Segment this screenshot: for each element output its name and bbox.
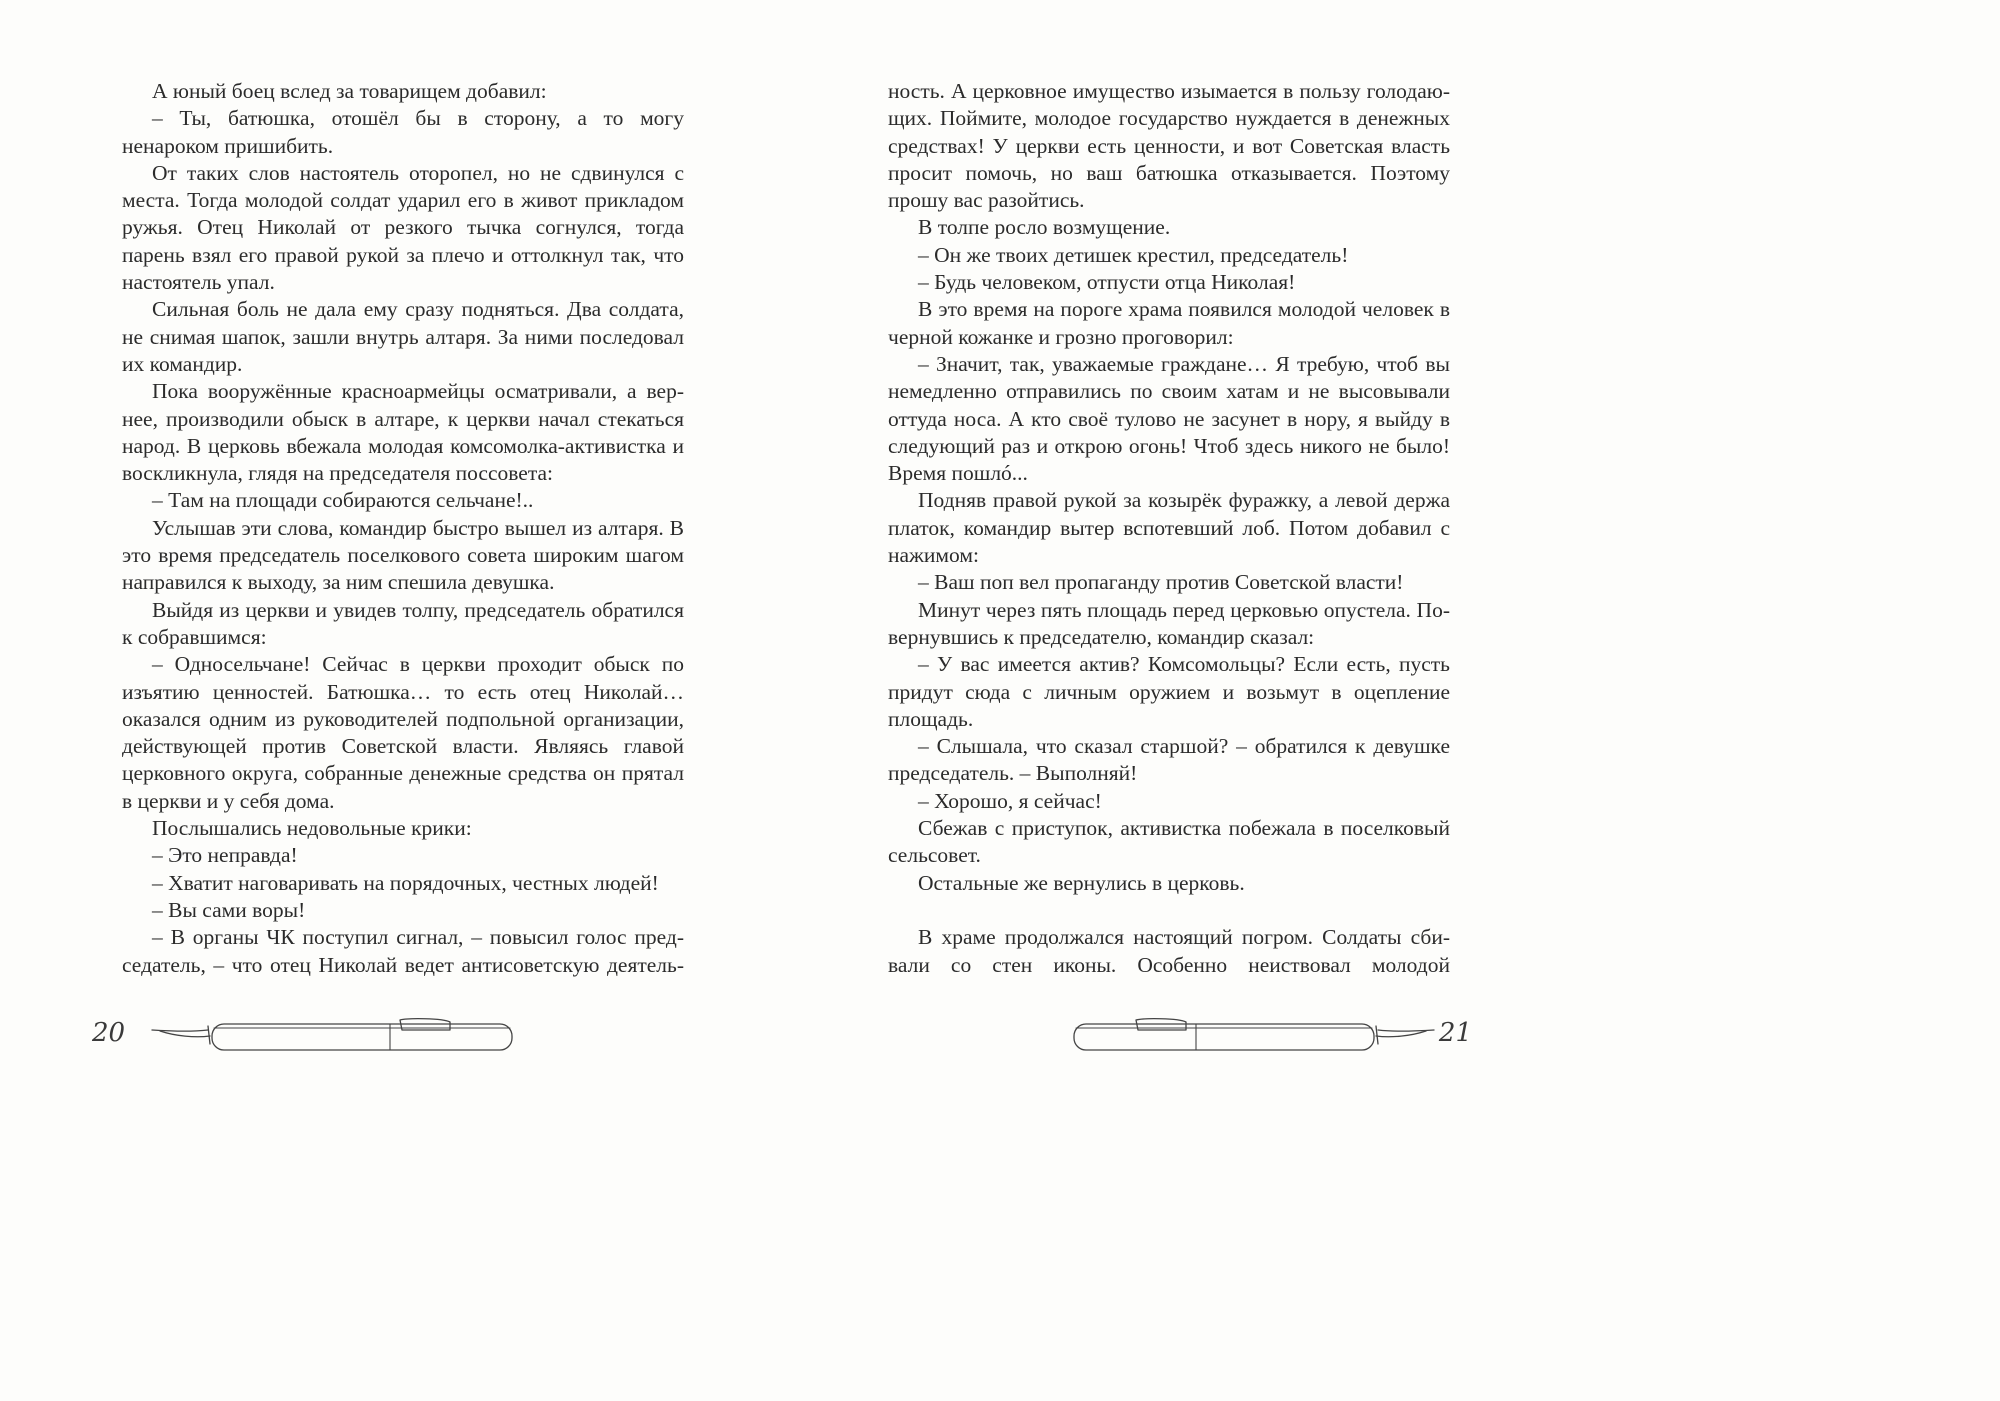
paragraph: Выйдя из церкви и увидев толпу, председатель обратился к собравшимся: (122, 597, 684, 649)
paragraph: Сильная боль не дала ему сразу подняться. Два солдата, не снимая шапок, зашли внутрь алтаря. За ними последовал их командир. (122, 297, 684, 376)
paragraph: – Хорошо, я сейчас! (918, 788, 1102, 813)
right-page (780, 0, 1560, 1080)
paragraph: – Будь человеком, отпусти отца Николая! (918, 270, 1296, 295)
paragraph: – Он же твоих детишек крестил, председатель! (918, 242, 1349, 267)
paragraph: Остальные же вернулись в церковь. (918, 870, 1245, 895)
paragraph: В храме продолжался настоящий погром. Солдаты сбивали со стен иконы. Особенно неиствовал молодой (888, 925, 1450, 977)
paragraph: – У вас имеется актив? Комсомольцы? Если есть, пусть придут сюда с личным оружием и возьмут в оцепление площадь. (888, 652, 1450, 731)
paragraph: – Хватит наговаривать на порядочных, честных людей! (152, 870, 659, 895)
fountain-pen-icon (150, 1014, 520, 1058)
paragraph: – Это неправда! (152, 843, 298, 868)
paragraph: Сбежав с приступок, активистка побежала в поселковый сельсовет. (888, 816, 1450, 868)
left-page-text (122, 78, 684, 979)
paragraph: Послышались недовольные крики: (152, 816, 472, 841)
paragraph: В толпе росло возмущение. (918, 215, 1171, 240)
paragraph: – Вы сами воры! (152, 897, 306, 922)
paragraph: – Односельчане! Сейчас в церкви проходит обыск по изъятию ценностей. Батюшка… то есть отец Николай… оказался одним из руководителей подпольной организации, действующей против Советской власти. Являясь главой церковного округа, собранные денежные средства он прятал в церкви и у себя дома. (122, 652, 684, 813)
paragraph: В это время на пороге храма появился молодой человек в черной кожанке и грозно проговорил: (888, 297, 1450, 349)
fountain-pen-icon (1066, 1014, 1436, 1058)
paragraph: – Слышала, что сказал старшой? – обратился к девушке председатель. – Выполняй! (888, 734, 1450, 786)
right-page-number: 21 (1438, 1018, 1472, 1048)
right-page-text (888, 78, 1450, 979)
paragraph: – Там на площади собираются сельчане!.. (152, 488, 534, 513)
paragraph: – Ты, батюшка, отошёл бы в сторону, а то могу ненароком пришибить. (122, 106, 684, 158)
paragraph: Пока вооружённые красноармейцы осматривали, а вернее, производили обыск в алтаре, к церкви начал стекаться народ. В церковь вбежала молодая комсомолка-активистка и воскликнула, глядя на председателя поссовета: (122, 379, 684, 486)
paragraph: Подняв правой рукой за козырёк фуражку, а левой держа платок, командир вытер вспотевший лоб. Потом добавил с нажимом: (888, 488, 1450, 568)
paragraph: – Ваш поп вел пропаганду против Советской власти! (918, 570, 1404, 595)
left-page-number: 20 (92, 1018, 126, 1048)
paragraph: Услышав эти слова, командир быстро вышел из алтаря. В это время председатель поселкового совета широким шагом направился к выходу, за ним спешила девушка. (122, 515, 684, 595)
paragraph: Минут через пять площадь перед церковью опустела. Повернувшись к председателю, командир сказал: (888, 597, 1450, 649)
paragraph: ность. А церковное имущество изымается в пользу голодающих. Поймите, молодое государство нуждается в денежных средствах! У церкви есть ценности, и вот Советская власть просит помочь, но ваш батюшка отказывается. Поэтому прошу вас разойтись. (888, 79, 1450, 213)
paragraph: – Значит, так, уважаемые граждане… Я требую, чтоб вы немедленно отправились по своим хатам и не высовывали оттуда носа. А кто своё тулово не засунет в нору, я выйду в следующий раз и открою огонь! Чтоб здесь никого не было! Время пошлó... (888, 351, 1450, 486)
paragraph: А юный боец вслед за товарищем добавил: (152, 79, 547, 103)
paragraph: От таких слов настоятель оторопел, но не сдвинулся с места. Тогда молодой солдат ударил его в живот прикладом ружья. Отец Николай от резкого тычка согнулся, тогда парень взял его правой рукой за плечо и оттолкнул так, что настоятель упал. (122, 160, 684, 295)
paragraph: – В органы ЧК поступил сигнал, – повысил голос председатель, – что отец Николай ведет антисоветскую деятель- (122, 925, 684, 977)
left-page (0, 0, 780, 1080)
